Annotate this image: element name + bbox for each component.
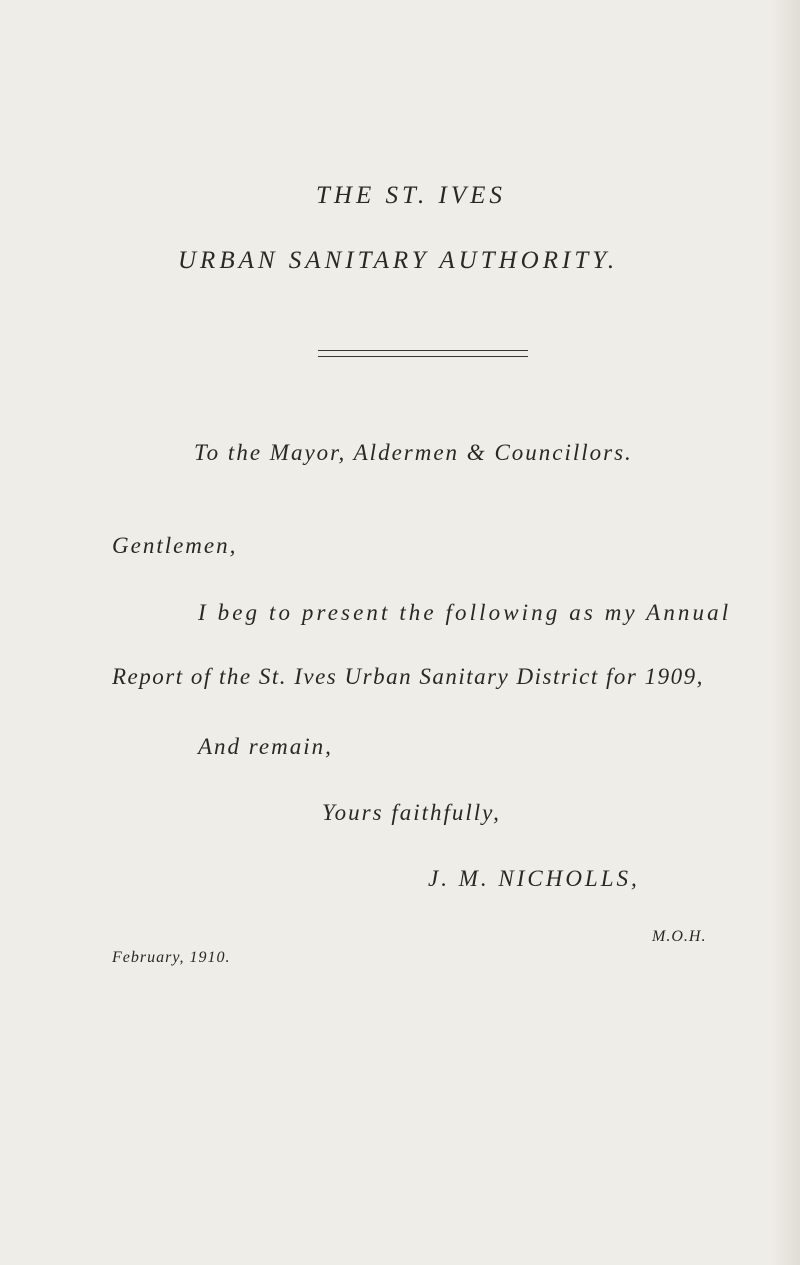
heading-line-2: URBAN SANITARY AUTHORITY. — [178, 247, 619, 274]
address-line: To the Mayor, Aldermen & Councillors. — [194, 440, 633, 465]
letter-date: February, 1910. — [112, 949, 231, 966]
signature-title: M.O.H. — [652, 928, 707, 945]
signature-name: J. M. NICHOLLS, — [428, 866, 640, 891]
heading-line-1: THE ST. IVES — [316, 182, 506, 209]
double-rule-divider — [318, 350, 528, 357]
body-line-2: Report of the St. Ives Urban Sanitary District for 1909, — [112, 664, 704, 689]
closing-remain: And remain, — [198, 734, 333, 759]
salutation: Gentlemen, — [112, 533, 238, 558]
body-line-1: I beg to present the following as my Annual — [198, 600, 732, 625]
closing-yours: Yours faithfully, — [322, 800, 501, 825]
